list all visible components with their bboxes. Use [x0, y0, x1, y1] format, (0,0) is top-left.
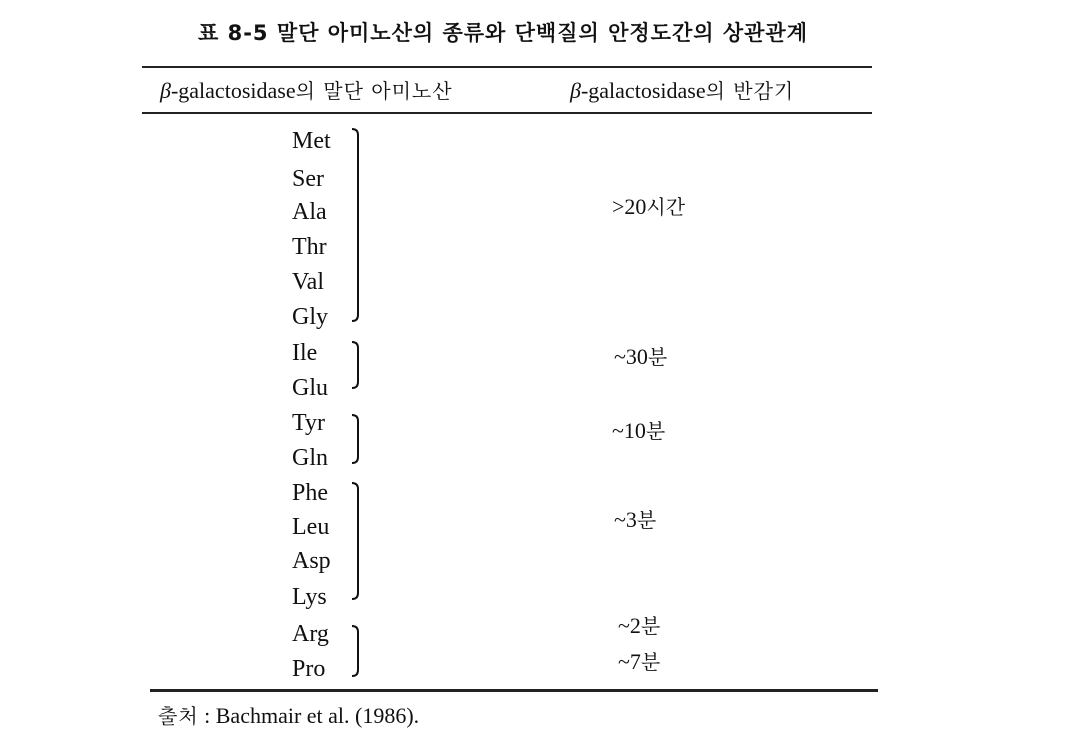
header-right-greek: β	[570, 78, 581, 103]
amino-acid-lys: Lys	[292, 584, 327, 610]
amino-acid-asp: Asp	[292, 548, 331, 574]
group-bracket-2	[352, 341, 360, 389]
half-life-group-4	[614, 505, 656, 535]
amino-acid-ser: Ser	[292, 166, 324, 192]
half-life-unit: 분	[647, 345, 668, 369]
half-life-unit: 시간	[646, 195, 686, 219]
half-life-unit: 분	[645, 419, 666, 443]
half-life-pro	[618, 647, 660, 677]
amino-acid-pro: Pro	[292, 656, 326, 682]
header-left-greek: β	[160, 78, 171, 103]
half-life-value: ~3	[614, 507, 637, 532]
half-life-value: ~2	[618, 613, 641, 638]
amino-acid-phe: Phe	[292, 480, 328, 506]
amino-acid-glu: Glu	[292, 375, 328, 401]
half-life-unit: 분	[640, 614, 661, 638]
half-life-unit: 분	[636, 508, 657, 532]
group-bracket-4	[352, 482, 360, 600]
group-bracket-1	[352, 128, 360, 322]
half-life-value: ~30	[614, 344, 648, 369]
bottom-rule	[150, 689, 878, 692]
header-right-text: -galactosidase	[580, 78, 706, 103]
header-terminal-amino-acid	[160, 76, 453, 106]
source-label: 출처	[158, 704, 199, 728]
amino-acid-leu: Leu	[292, 514, 330, 540]
top-rule	[142, 66, 872, 68]
header-left-korean: 의 말단 아미노산	[295, 79, 453, 103]
amino-acid-thr: Thr	[292, 234, 327, 260]
half-life-value: ~7	[618, 649, 641, 674]
amino-acid-gln: Gln	[292, 445, 328, 471]
source-citation	[158, 701, 419, 731]
half-life-value: ~10	[612, 418, 646, 443]
group-bracket-3	[352, 414, 360, 464]
header-right-korean: 의 반감기	[705, 79, 795, 103]
amino-acid-ile: Ile	[292, 340, 318, 366]
amino-acid-arg: Arg	[292, 621, 329, 647]
half-life-arg	[618, 611, 660, 641]
half-life-unit: 분	[640, 650, 661, 674]
header-rule	[142, 112, 872, 114]
source-text: : Bachmair et al. (1986).	[198, 703, 420, 728]
half-life-value: >20	[612, 194, 647, 219]
group-bracket-5	[352, 625, 360, 677]
table-title: 표 8-5 말단 아미노산의 종류와 단백질의 안정도간의 상관관계	[198, 21, 808, 45]
half-life-group-3	[612, 416, 665, 446]
amino-acid-met: Met	[292, 128, 331, 154]
amino-acid-val: Val	[292, 269, 324, 295]
amino-acid-gly: Gly	[292, 304, 328, 330]
header-half-life	[570, 76, 794, 106]
half-life-group-2	[614, 342, 667, 372]
amino-acid-tyr: Tyr	[292, 410, 325, 436]
amino-acid-ala: Ala	[292, 199, 327, 225]
header-left-text: -galactosidase	[170, 78, 296, 103]
half-life-group-1	[612, 192, 685, 222]
